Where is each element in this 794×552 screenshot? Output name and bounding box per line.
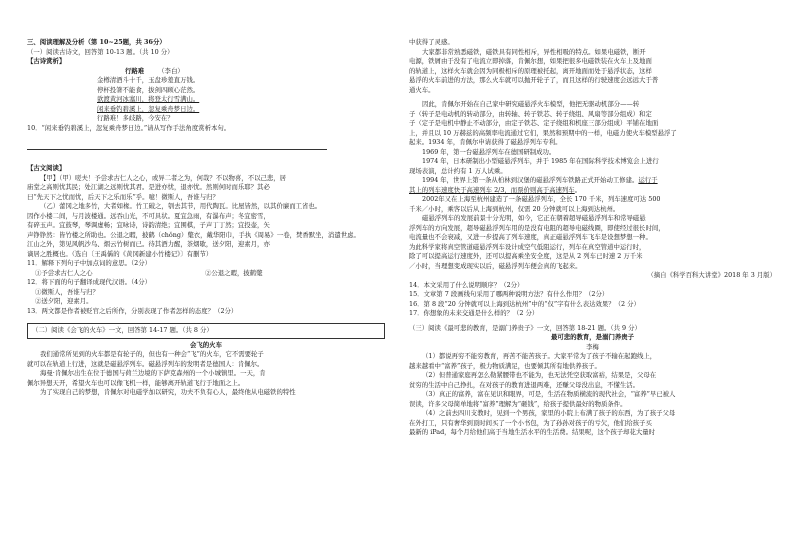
article2-line: 误读，许多父母简单地将“富养”理解为“砸钱”，给孩子提供最好的物质条件。 — [409, 399, 627, 408]
source-note: （摘自《科学百科大讲堂》2018 年 3 月版） — [647, 271, 776, 279]
poem-line: 停杯投箸不能食，拔剑四顾心茫然。 — [97, 85, 200, 94]
article-text: 1994 年，世界上第一条从柏林到汉堡的磁悬浮列车铁路正式开始动工修建。 — [422, 176, 639, 184]
question-16: 16．第 8 段“20 分钟就可以上海到达杭州”中的“仅”字有什么表达效果？（2 分） — [409, 299, 640, 308]
question-13: 13．两文都是作者被贬官之后所作，分别表现了作者怎样的态度？（2分） — [27, 306, 238, 315]
article-line: 子（转子是电动机的转动部分，由转轴、转子铁芯、转子绕组、风扇等部分组成）和定 — [409, 109, 652, 118]
article-line: 海曼·肯佩尔出生在位于德国与荷兰边境的下萨克森州的一个小城镇里。一天，肯 — [40, 369, 266, 377]
subsection-2-box — [27, 323, 385, 339]
article-line: 佩尔异想天开，希望火车也可以像飞机一样，能够离开轨道飞行于地面之上。 — [27, 378, 245, 387]
article-line: 就可以在轨道上行进，这就是磁悬浮列车。磁悬浮列车的发明者是德国人：肯佩尔。 — [27, 359, 264, 368]
article2-line: 贫穷的生活中自己挣扎，在对孩子的教育进退两难，还赚父母没出息，不懂生活。 — [409, 380, 640, 389]
poem-line: 金樽清酒斗十千，玉盘珍羞直万钱。 — [97, 76, 200, 84]
poem-line: 行路难！多歧路，今安在？ — [97, 114, 174, 122]
question-15: 15．文章第 7 段画线句采用了哪两种说明方法？有什么作用？（2分） — [409, 290, 609, 298]
article2-line: 越来越看中“富养”孩子，极力物质满足，也要倾其所有地供养孩子。 — [409, 361, 601, 370]
question-12: 12．将下面的句子翻译成现代汉语。（4分） — [27, 278, 152, 286]
underlined-sentence: 其上的列车速度快于高速列车 2/3，而票价则高于高速列车 — [409, 185, 575, 194]
classical-text — [27, 174, 385, 260]
article-line: 我们通常所见到的火车都是有轮子的，但也有一种会“飞”的火车，它不需要轮子 — [40, 350, 264, 358]
article-line: 悬浮的火车前进的方法，那么火车就可以抛开轮子了，而且这样的行驶速度会远远大于普 — [409, 76, 659, 84]
article-line: 现场表演，总计约有 1 万人试乘。 — [409, 166, 507, 175]
right-column — [409, 38, 776, 438]
article2-line: （3）真正的富养，富在见识和眼界，可是，生活在物质横流的现代社会，“富养”早已被人 — [422, 390, 676, 398]
article-line: 因此，肯佩尔开始在自己家中研究磁悬浮火车模型，他把无驱动机部分——转 — [422, 100, 640, 108]
question-11: 11．解释下列句子中加点词的意思。（2分） — [27, 259, 152, 267]
section-header: 三、阅读理解及分析（第 10~25题，共 36分） — [27, 38, 166, 46]
subsection-3-header: （三）阅读《最可悲的教育，是溺门养贵子》一文，回答第 18-21 题。（共 9 分） — [409, 323, 641, 332]
underlined-sentence: 运行于 — [638, 176, 658, 184]
left-column — [27, 38, 385, 398]
article2-author: 李梅 — [586, 342, 599, 351]
question-14: 14．本文采用了什么说明顺序？（2分） — [409, 280, 524, 289]
article-line: 磁悬浮列车的发展前景十分光明，如今，它正在朝着超导磁悬浮列车和常导磁悬 — [422, 214, 646, 222]
article-line — [409, 186, 776, 196]
q11-option: ①予尝求古仁人之心 — [35, 268, 93, 277]
article-line: 1969 年，第一台磁悬浮列车在德国研制成功。 — [422, 147, 556, 156]
question-17: 17．你想象的未来交通是什么样的？（2 分） — [409, 309, 539, 317]
article-line: 通火车。 — [409, 85, 435, 94]
classical-line: 因作小楼二间，与月波楼通。远吞山光，不可具状。夏宜急雨，有瀑布声；冬宜密雪， — [27, 211, 270, 220]
article-line: 上，并且以 10 万赫兹的高频率电流通过它们，果然和预期中的一样，电磁力使火车模型悬浮了 — [409, 128, 677, 137]
article-line: 子（定子是电机中静止不动部分，由定子铁芯、定子绕组和机座三部分组成）平铺在地面 — [409, 119, 659, 127]
article2-line: （4）之前去四川支教时，见到一个男孩，家里的小院上布满了孩子的东西，为了孩子父母 — [422, 409, 676, 417]
article-line: 为此科学家将真空管道磁悬浮列车设计成空气低阻运行，列车在真空管道中运行时， — [409, 242, 646, 251]
classical-line: 声铮铮然：皆竹楼之所助也。公退之暇，披鹤（chǒng）氅衣，戴华阳巾，手执《周易》一卷，焚香默坐，消遣世虑。 — [27, 230, 360, 239]
question-11-options — [27, 269, 385, 279]
article-title: 会飞的火车 — [190, 340, 222, 349]
classical-line: 曰“先天下之忧而忧，后天下之乐而乐”乎。噫！微斯人，吾谁与归？ — [27, 192, 219, 201]
question-10: 10．“闲来垂钓碧溪上，忽复乘舟梦日边。”请从写作手法角度赏析本句。 — [27, 123, 231, 132]
subsection-1-header: （一）阅读古诗文，回答第 10-13 题。（共 10 分） — [27, 47, 174, 56]
classical-line: 【甲】（甲）嗟夫！予尝求古仁人之心，或异二者之为，何哉？不以物喜，不以己悲，居 — [40, 173, 287, 182]
article-line — [409, 176, 776, 186]
q12-item: ①微斯人，吾谁与归？ — [35, 287, 99, 296]
article2-line: （2）但普通家庭再怎么勒紧腰带也不能为，也无法凭空获取富裕，结果是，父母在 — [422, 371, 657, 379]
article-line: 起来。1934 年，肯佩尔申请获得了磁悬浮列车专利。 — [409, 138, 562, 146]
q12-item: ②送夕阳，迎素月。 — [35, 297, 93, 305]
poem-line: 欲渡黄河冰塞川，将登太行雪满山。 — [97, 95, 200, 103]
q11-option: ②公退之暇，披鹤氅 — [205, 268, 263, 277]
article-text: 。 — [574, 185, 582, 194]
article-line: 除了可以提高运行速度外，还可以提高乘坐安全度，这是从 2 列车已时速 2 万千米 — [409, 252, 643, 260]
answer-line — [27, 149, 327, 150]
poem-tag: 【古诗赏析】 — [27, 57, 66, 65]
classical-line: 有碎玉声。宜鼓琴，琴调虚畅；宜咏诗，诗韵清绝；宜围棋，子声丁丁然；宜投壶，矢 — [27, 221, 270, 229]
classical-line: 谪居之胜概也。（选自〔王禹偁的《黄冈新建小竹楼记》〕有删节） — [27, 249, 213, 258]
article-line: 1974 年，日本研制出小型磁悬浮列车，并于 1985 年在国际科学技术博览会上进行 — [422, 157, 659, 165]
article-line: ／小时，当理想变成现实以后，磁悬浮列车便会真的飞起来。 — [409, 261, 582, 270]
poem-line: 闲来垂钓碧溪上，忽复乘舟梦日边。 — [97, 104, 200, 113]
subsection-2-header: （二）阅读《会飞的火车》一文，回答第 14-17 题。（共 8 分） — [32, 326, 213, 334]
poem-heading — [27, 67, 385, 77]
article2-line: 最新的 iPad，每个月给他们高于当地生活水平的生活费。结果呢，这个孩子却花大量时 — [409, 428, 656, 436]
article-line: 为了实现自己的梦想，肯佩尔对电磁学加以研究，功夫不负有心人，最终他从电磁铁的特性 — [40, 388, 296, 396]
article-line: 大家都非常熟悉磁铁，磁铁具有同性相斥，异性相吸的特点。如果电磁铁，断开 — [422, 47, 646, 56]
classical-tag: 【古文阅读】 — [27, 164, 66, 172]
article2-line: （1）都说再穷不能穷教育，再苦不能苦孩子。大家平常为了孩子不输在起跑线上， — [422, 352, 657, 360]
classical-line: 江山之外，第见风帆沙鸟、烟云竹树而已。待其酒力醒，茶烟歇，送夕阳，迎素月，亦 — [27, 240, 270, 248]
classical-line: （乙）蕾冈之地多竹，大者如椽。竹工破之，刳去其节，用代陶瓦。比屋皆然，以其价廉而工省也。 — [40, 202, 322, 210]
article-line: 2002年又在上海至杭州建造了一条磁悬浮列车，全长 170 千米，列车速度可达 500 — [422, 195, 661, 203]
article2-title: 最可悲的教育，是溺门养贵子 — [550, 333, 635, 341]
article2-line: 在外打工，只有奢华到顶时间买了一个小书包，为了孙孙对孩子的亏欠，他们给孩子买 — [409, 418, 652, 427]
poem-body — [27, 76, 385, 124]
article-line: 中获得了灵感。 — [409, 38, 454, 46]
article-line: 浮列车的方向发展，超导磁悬浮列车用的是没有电阻的超导电磁线圈，即使经过很长时间， — [409, 223, 665, 232]
article-line: 电流量也不会衰减，又进一步提高了列车速度，真正磁悬浮列车飞车是设想梦想一种。 — [409, 233, 652, 241]
poem-author: （李白） — [158, 66, 184, 75]
classical-line: 庙堂之高则忧其民；处江湖之远则忧其君。是进亦忧，退亦忧。然则何时而乐耶？其必 — [27, 183, 270, 191]
article-line: 的轨道上，这样火车就会因为同极相斥的原理被托起，离开地面而处于悬浮状态，这样 — [409, 66, 652, 75]
poem-title: 行路难 — [125, 66, 145, 75]
article-line: 千米／小时，乘客以后从上海到杭州，仅需 20 分钟就可以上海到达杭州。 — [409, 204, 620, 213]
article-line: 电源，铁屑由于没有了电流立即掉落，肯佩尔想，如果把很多电磁铁装在火车上及地面 — [409, 57, 652, 65]
